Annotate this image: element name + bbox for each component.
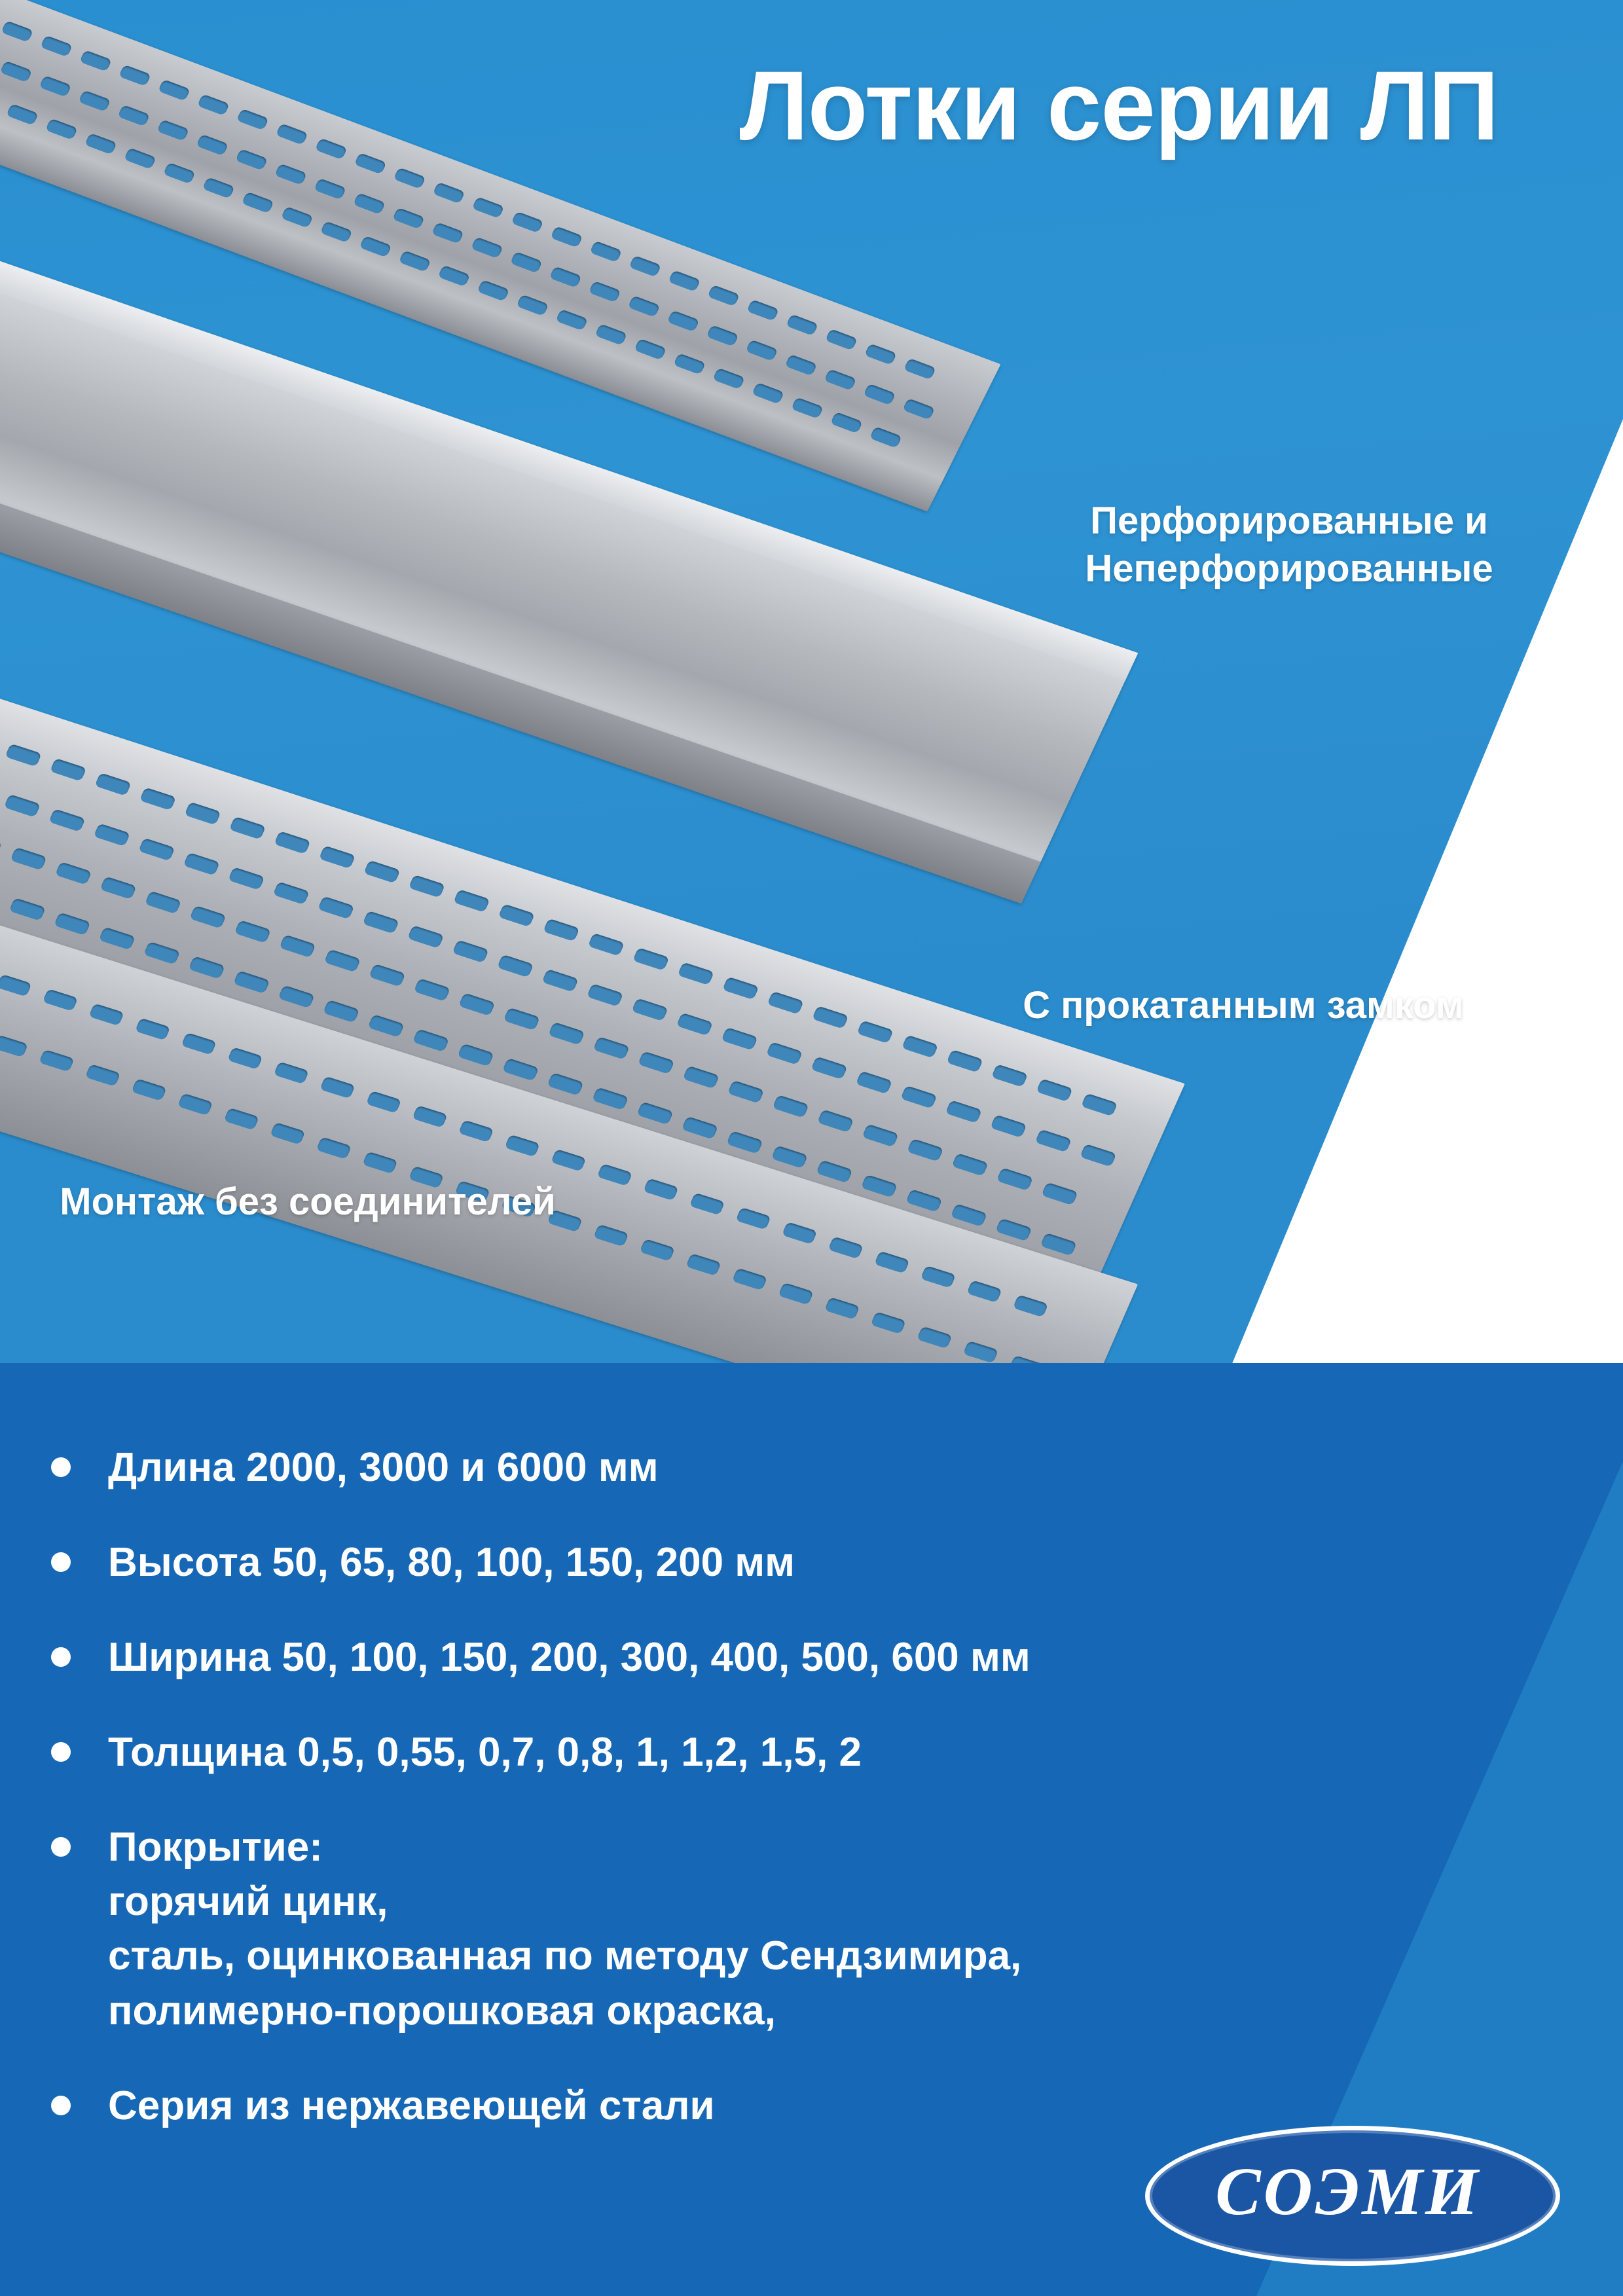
spec-item (0, 1535, 1623, 1590)
spec-item-label: Длина 2000, 3000 и 6000 мм (108, 1445, 659, 1490)
bullet-icon (51, 2096, 71, 2115)
label-mounting: Монтаж без соединителей (60, 1180, 556, 1223)
specs-section (0, 1363, 1623, 2296)
bullet-icon (51, 1552, 71, 1572)
spec-item-label: Ширина 50, 100, 150, 200, 300, 400, 500, 600 мм (108, 1635, 1030, 1681)
logo-text: СОЭМИ (1215, 2153, 1481, 2229)
spec-item-label: Высота 50, 65, 80, 100, 150, 200 мм (108, 1540, 795, 1586)
spec-item (0, 1440, 1623, 1495)
bullet-icon (51, 1837, 71, 1857)
bullet-icon (51, 1457, 71, 1477)
label-perforated: Перфорированные и Неперфорированные (1085, 500, 1493, 590)
spec-item-subline: сталь, оцинкованная по методу Сендзимира, (108, 1933, 1022, 1979)
spec-item-label: Серия из нержавеющей стали (108, 2083, 715, 2128)
spec-item-subline: полимерно-порошковая окраска, (108, 1988, 776, 2033)
specs-list (0, 1363, 1623, 2133)
label-rolled-lock: С прокатанным замком (1023, 984, 1464, 1027)
spec-item (0, 1630, 1623, 1685)
bullet-icon (51, 1742, 71, 1762)
spec-item-label: Толщина 0,5, 0,55, 0,7, 0,8, 1, 1,2, 1,5, 2 (108, 1730, 862, 1776)
page-title: Лотки серии ЛП (739, 50, 1499, 160)
spec-item (0, 1725, 1623, 1779)
spec-item (0, 1820, 1623, 2037)
spec-item-subline: горячий цинк, (108, 1879, 388, 1925)
spec-item (0, 2079, 1623, 2133)
spec-item-label: Покрытие: (108, 1825, 323, 1870)
company-logo (1145, 2126, 1551, 2257)
bullet-icon (51, 1647, 71, 1667)
